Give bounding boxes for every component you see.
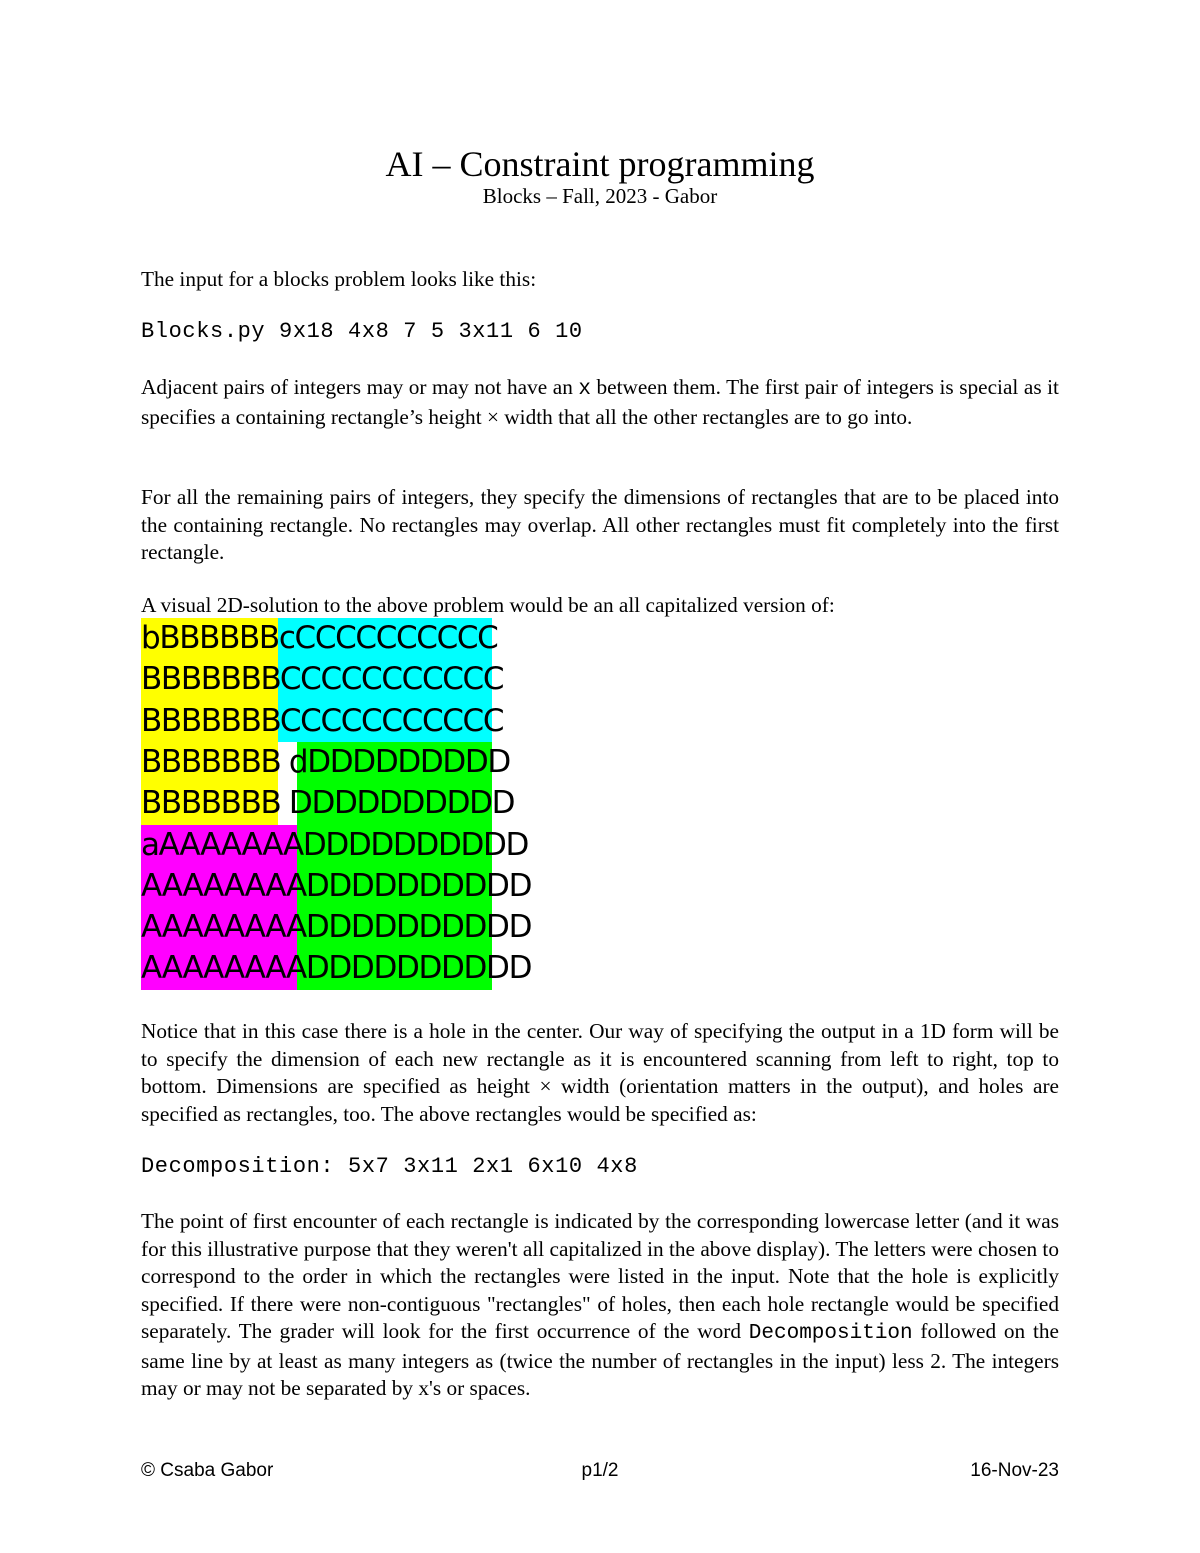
grid-row-5: BBBBBBB DDDDDDDDDD [141,785,515,822]
paragraph-grader-part2: followed on the same line by at least as many integers as (twice the number of rectangles in the input) less 2. The integers may or may not be separated by x's or spaces. [141,1319,1059,1400]
paragraph-adjacent-pairs-part2: between them. The first pair of integers is special as it specifies a containing rectangle’s height × width that all the other rectangles are to go into. [141,375,1059,429]
grid-row-4: BBBBBBB dDDDDDDDDD [141,743,510,780]
grid-row-7: AAAAAAAADDDDDDDDDD [141,867,532,904]
footer-copyright: © Csaba Gabor [141,1460,274,1481]
footer-page-number: p1/2 [581,1460,619,1481]
paragraph-hole-notice: Notice that in this case there is a hole in the center. Our way of specifying the output in a 1D form will be to specify the dimension of each new rectangle as it is encountered scanning from left to right, top to bottom. Dimensions are specified as height × width (orientation matters in the output), and holes are specified as rectangles, too. The above rectangles would be specified as: [141,1019,1059,1126]
paragraph-adjacent-pairs-part1: Adjacent pairs of integers may or may not have an [141,375,579,399]
page-subtitle: Blocks – Fall, 2023 - Gabor [482,184,718,208]
paragraph-visual-solution: A visual 2D-solution to the above problem would be an all capitalized version of: [141,593,835,617]
grid-row-2: BBBBBBBCCCCCCCCCCC [141,661,504,698]
solution-grid [141,618,532,990]
paragraph-grader-part1: The point of first encounter of each rectangle is indicated by the corresponding lowercase letter (and it was for this illustrative purpose that they weren't all capitalized in the above display). The letters were chosen to correspond to the order in which the rectangles were listed in the input. Note that the hole is explicitly specified. If there were non-contiguous "rectangles" of holes, then each hole rectangle would be specified separately. The grader will look for the first occurrence of the word [141,1209,1059,1343]
code-decomposition-example: Decomposition: 5x7 3x11 2x1 6x10 4x8 [141,1154,638,1179]
inline-code-decomposition: Decomposition [748,1322,913,1345]
grid-row-1: bBBBBBBcCCCCCCCCCC [141,620,498,656]
inline-code-x: x [578,378,591,401]
paragraph-grader [141,1208,1059,1403]
paragraph-remaining-pairs: For all the remaining pairs of integers, they specify the dimensions of rectangles that are to be placed into the containing rectangle. No rectangles may overlap. All other rectangles must fit completely into the first rectangle. [141,485,1059,564]
paragraph-intro: The input for a blocks problem looks like this: [141,267,537,291]
footer-date: 16-Nov-23 [970,1460,1059,1481]
grid-row-9: AAAAAAAADDDDDDDDDD [141,950,532,987]
grid-row-3: BBBBBBBCCCCCCCCCCC [141,702,504,739]
grid-row-8: AAAAAAAADDDDDDDDDD [141,909,532,946]
paragraph-adjacent-pairs [141,374,1059,431]
code-input-example: Blocks.py 9x18 4x8 7 5 3x11 6 10 [141,319,583,344]
grid-row-6: aAAAAAAADDDDDDDDDD [141,826,529,863]
page-title: AI – Constraint programming [385,144,815,184]
